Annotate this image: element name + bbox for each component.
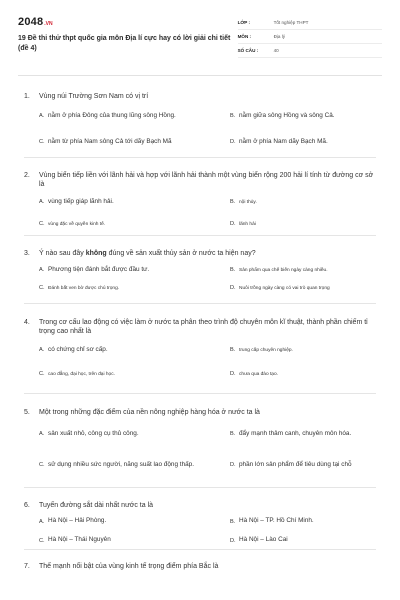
option-text: chưa qua đào tạo. [239, 371, 278, 377]
option-key: B. [230, 518, 236, 525]
question-number: 1. [24, 93, 30, 100]
option-key: D. [230, 537, 236, 544]
question-6 [24, 488, 376, 550]
option-text: sản xuất nhỏ, công cụ thủ công. [48, 429, 139, 437]
option-key: D. [230, 221, 236, 227]
option-a[interactable] [39, 103, 230, 129]
option-key: A. [39, 113, 45, 119]
header-left [18, 12, 238, 75]
meta-label: SỐ CÂU : [237, 48, 259, 53]
question-stem [24, 501, 376, 510]
question-text: Trong cơ cấu lao động có việc làm ở nước ta phân theo trình độ chuyên môn kĩ thuật, thành phần chiếm tỉ trọng cao nhất là [39, 319, 368, 335]
option-key: D. [230, 371, 236, 377]
option-d[interactable] [230, 362, 376, 386]
meta-value: 40 [273, 48, 279, 53]
option-key: A. [39, 267, 45, 273]
option-d[interactable] [230, 531, 376, 550]
option-b[interactable] [230, 191, 376, 213]
option-d[interactable] [230, 279, 376, 297]
option-key: A. [39, 431, 45, 437]
option-text: cao đẳng, đại học, trên đại học. [48, 371, 115, 377]
option-b[interactable] [230, 419, 376, 449]
option-key: B. [230, 347, 236, 353]
question-2 [24, 158, 376, 236]
question-text: Một trong những đặc điểm của nền nông nghiệp hàng hóa ở nước ta là [39, 409, 260, 416]
question-number: 4. [24, 319, 30, 326]
option-a[interactable] [39, 191, 230, 213]
meta-value: Tốt nghiệp THPT [273, 20, 309, 25]
option-grid [39, 261, 376, 297]
site-logo[interactable] [18, 16, 238, 28]
option-key: C. [39, 221, 45, 227]
option-a[interactable] [39, 512, 230, 531]
option-text: Phương tiện đánh bắt được đầu tư. [48, 265, 150, 273]
question-stem [24, 562, 376, 571]
question-stem [24, 408, 376, 417]
option-key: D. [230, 462, 236, 468]
option-key: B. [230, 431, 236, 437]
question-text [39, 249, 376, 258]
question-5 [24, 394, 376, 488]
option-a[interactable] [39, 261, 230, 279]
question-number: 6. [24, 502, 30, 509]
option-key: C. [39, 285, 45, 291]
option-grid [39, 338, 376, 386]
option-d[interactable] [230, 213, 376, 235]
option-text: Hà Nội – Thái Nguyên [48, 536, 111, 544]
question-4 [24, 304, 376, 394]
question-list [18, 76, 382, 590]
question-number: 3. [24, 250, 30, 257]
option-key: D. [230, 285, 236, 291]
option-key: C. [39, 537, 45, 544]
option-c[interactable] [39, 279, 230, 297]
document-meta [238, 16, 382, 75]
option-text: Đánh bắt ven bờ được chú trọng. [48, 285, 120, 291]
option-a[interactable] [39, 338, 230, 362]
document-header [18, 12, 382, 76]
meta-label: LỚP : [237, 20, 251, 25]
question-7 [24, 550, 376, 590]
question-stem [24, 171, 376, 189]
option-text: Hà Nội – Lào Cai [239, 536, 288, 544]
option-c[interactable] [39, 362, 230, 386]
option-b[interactable] [230, 338, 376, 362]
option-text: Sản phẩm qua chế biến ngày càng nhiều. [239, 267, 328, 273]
option-text: vùng tiếp giáp lãnh hải. [48, 197, 114, 205]
option-a[interactable] [39, 419, 230, 449]
option-c[interactable] [39, 449, 230, 481]
option-text: nằm từ phía Nam sông Cả tới dãy Bạch Mã [48, 137, 172, 145]
meta-row-question-count [238, 44, 382, 58]
option-c[interactable] [39, 531, 230, 550]
option-key: C. [39, 371, 45, 377]
option-text: vùng đặc về quyền kinh tế. [48, 221, 106, 227]
option-text: Hà Nội – TP. Hồ Chí Minh. [239, 517, 314, 525]
logo-suffix: .VN [44, 21, 53, 27]
meta-value: Địa lý [273, 34, 286, 39]
question-text-part: đúng về sản xuất thủy sản ở nước ta hiện nay? [106, 250, 256, 257]
question-text: Thế mạnh nổi bật của vùng kinh tế trọng điểm phía Bắc là [39, 563, 219, 570]
option-d[interactable] [230, 449, 376, 481]
meta-row-class [238, 16, 382, 30]
option-key: B. [230, 267, 236, 273]
option-text: có chứng chỉ sơ cấp. [48, 345, 108, 353]
question-number: 5. [24, 409, 30, 416]
option-text: lãnh hải [239, 221, 256, 227]
option-text: phần lớn sản phẩm để tiêu dùng tại chỗ [239, 460, 352, 468]
option-text: Hà Nội – Hải Phòng. [48, 517, 107, 525]
question-text: Tuyến đường sắt dài nhất nước ta là [39, 502, 154, 509]
option-c[interactable] [39, 129, 230, 155]
option-b[interactable] [230, 512, 376, 531]
question-text: Vùng núi Trường Sơn Nam có vị trí [39, 93, 149, 100]
option-c[interactable] [39, 213, 230, 235]
option-grid [39, 512, 376, 550]
option-text: sử dụng nhiều sức người, năng suất lao động thấp. [48, 460, 195, 468]
question-3 [24, 236, 376, 304]
option-text: nằm ở phía Nam dãy Bạch Mã. [239, 137, 328, 145]
option-text: đẩy mạnh thâm canh, chuyên môn hóa. [239, 429, 352, 437]
question-stem [24, 92, 376, 101]
option-grid [39, 419, 376, 481]
question-number: 7. [24, 563, 30, 570]
document-title: 19 Đề thi thử thpt quốc gia môn Địa lí cực hay có lời giải chi tiết (đề 4) [18, 35, 231, 52]
logo-text: 2048 [18, 16, 44, 28]
question-stem [24, 318, 376, 336]
question-stem [24, 249, 376, 258]
option-key: D. [230, 139, 236, 145]
question-1 [24, 76, 376, 158]
option-text: Nuôi trồng ngày càng có vai trò quan trọng [239, 285, 330, 291]
option-text: nằm ở phía Đông của thung lũng sông Hồng. [48, 111, 176, 119]
option-grid [39, 103, 376, 155]
option-b[interactable] [230, 261, 376, 279]
option-text: trung cấp chuyên nghiệp. [239, 347, 293, 353]
option-key: C. [39, 139, 45, 145]
question-emphasis: không [85, 250, 107, 257]
option-key: A. [39, 347, 45, 353]
question-text-part: Ý nào sau đây [39, 250, 86, 257]
question-number: 2. [24, 172, 30, 179]
option-key: B. [230, 113, 236, 119]
option-key: C. [39, 462, 45, 468]
option-key: A. [39, 518, 45, 525]
option-text: nằm giữa sông Hồng và sông Cả. [239, 111, 335, 119]
option-grid [39, 191, 376, 235]
meta-row-subject [238, 30, 382, 44]
option-key: A. [39, 199, 45, 205]
question-text: Vùng biển tiếp liền với lãnh hải và hợp với lãnh hải thành một vùng biển rộng 200 hải lí tính từ đường cơ sở là [39, 172, 374, 188]
option-text: nội thủy. [239, 199, 257, 205]
option-key: B. [230, 199, 236, 205]
option-d[interactable] [230, 129, 376, 155]
option-b[interactable] [230, 103, 376, 129]
meta-label: MÔN : [237, 34, 252, 39]
